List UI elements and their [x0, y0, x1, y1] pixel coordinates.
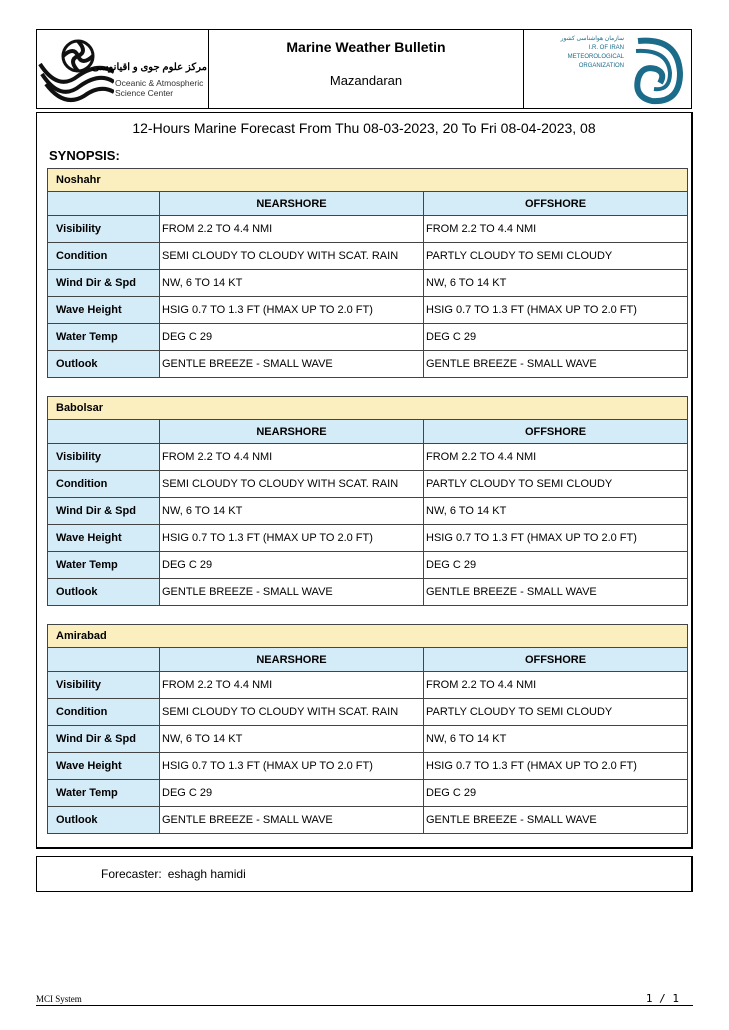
irimo-logo: [524, 30, 691, 108]
forecast-panel: [36, 112, 693, 849]
offshore-header: OFFSHORE: [424, 648, 688, 672]
row-label: Condition: [48, 243, 160, 270]
table-row: [48, 807, 688, 834]
forecaster-line: [101, 867, 246, 881]
row-label: Condition: [48, 699, 160, 726]
offshore-value: GENTLE BREEZE - SMALL WAVE: [424, 807, 688, 834]
nearshore-value: NW, 6 TO 14 KT: [160, 498, 424, 525]
offshore-value: NW, 6 TO 14 KT: [424, 726, 688, 753]
row-label: Wind Dir & Spd: [48, 270, 160, 297]
irimo-text-fa: سازمان هواشناسی کشور: [560, 36, 624, 42]
offshore-value: PARTLY CLOUDY TO SEMI CLOUDY: [424, 699, 688, 726]
nearshore-header: NEARSHORE: [160, 192, 424, 216]
forecast-title: 12-Hours Marine Forecast From Thu 08-03-2023, 20 To Fri 08-04-2023, 08: [132, 120, 596, 136]
offshore-value: DEG C 29: [424, 780, 688, 807]
table-row: [48, 672, 688, 699]
station-name: Noshahr: [48, 169, 688, 192]
empty-header: [48, 648, 160, 672]
table-row: [48, 216, 688, 243]
nearshore-value: GENTLE BREEZE - SMALL WAVE: [160, 579, 424, 606]
offshore-value: PARTLY CLOUDY TO SEMI CLOUDY: [424, 471, 688, 498]
station-table-babolsar: [47, 396, 688, 606]
header-title-cell: [209, 30, 524, 108]
forecaster-box: [36, 856, 693, 892]
nearshore-value: DEG C 29: [160, 552, 424, 579]
table-row: [48, 471, 688, 498]
nearshore-value: GENTLE BREEZE - SMALL WAVE: [160, 351, 424, 378]
table-row: [48, 270, 688, 297]
station-name: Babolsar: [48, 397, 688, 420]
nearshore-value: SEMI CLOUDY TO CLOUDY WITH SCAT. RAIN: [160, 471, 424, 498]
station-table-amirabad: [47, 624, 688, 834]
row-label: Condition: [48, 471, 160, 498]
offshore-value: FROM 2.2 TO 4.4 NMI: [424, 444, 688, 471]
nearshore-value: HSIG 0.7 TO 1.3 FT (HMAX UP TO 2.0 FT): [160, 297, 424, 324]
nearshore-value: HSIG 0.7 TO 1.3 FT (HMAX UP TO 2.0 FT): [160, 525, 424, 552]
nearshore-value: FROM 2.2 TO 4.4 NMI: [160, 672, 424, 699]
row-label: Water Temp: [48, 780, 160, 807]
nearshore-value: FROM 2.2 TO 4.4 NMI: [160, 444, 424, 471]
row-label: Wave Height: [48, 753, 160, 780]
bulletin-title: Marine Weather Bulletin: [286, 39, 446, 55]
oasc-logo-text: [91, 60, 207, 98]
nearshore-header: NEARSHORE: [160, 648, 424, 672]
empty-header: [48, 192, 160, 216]
row-label: Wave Height: [48, 525, 160, 552]
offshore-value: HSIG 0.7 TO 1.3 FT (HMAX UP TO 2.0 FT): [424, 753, 688, 780]
row-label: Visibility: [48, 444, 160, 471]
oasc-logo: [37, 30, 209, 108]
oasc-logo-text-en-1: Oceanic & Atmospheric: [115, 78, 204, 88]
row-label: Outlook: [48, 351, 160, 378]
bulletin-header: [36, 29, 692, 109]
table-row: [48, 324, 688, 351]
table-row: [48, 699, 688, 726]
row-label: Outlook: [48, 579, 160, 606]
offshore-value: NW, 6 TO 14 KT: [424, 498, 688, 525]
nearshore-value: FROM 2.2 TO 4.4 NMI: [160, 216, 424, 243]
synopsis-label: SYNOPSIS:: [49, 148, 120, 163]
row-label: Wind Dir & Spd: [48, 498, 160, 525]
offshore-value: FROM 2.2 TO 4.4 NMI: [424, 216, 688, 243]
offshore-header: OFFSHORE: [424, 420, 688, 444]
offshore-value: GENTLE BREEZE - SMALL WAVE: [424, 579, 688, 606]
row-label: Visibility: [48, 216, 160, 243]
row-label: Visibility: [48, 672, 160, 699]
table-row: [48, 243, 688, 270]
offshore-value: GENTLE BREEZE - SMALL WAVE: [424, 351, 688, 378]
nearshore-value: DEG C 29: [160, 780, 424, 807]
page-footer: [36, 994, 693, 1006]
forecaster-name: eshagh hamidi: [167, 867, 246, 881]
offshore-value: FROM 2.2 TO 4.4 NMI: [424, 672, 688, 699]
nearshore-value: NW, 6 TO 14 KT: [160, 726, 424, 753]
oasc-logo-text-fa: مرکز علوم جوی و اقیانوسی: [91, 62, 207, 73]
nearshore-value: SEMI CLOUDY TO CLOUDY WITH SCAT. RAIN: [160, 699, 424, 726]
oasc-logo-text-en: [115, 78, 207, 98]
offshore-value: PARTLY CLOUDY TO SEMI CLOUDY: [424, 243, 688, 270]
irimo-text-3: ORGANIZATION: [578, 63, 624, 69]
oasc-logo-text-en-2: Science Center: [115, 88, 174, 98]
system-name: MCI System: [36, 994, 82, 1004]
row-label: Water Temp: [48, 324, 160, 351]
offshore-value: NW, 6 TO 14 KT: [424, 270, 688, 297]
table-row: [48, 498, 688, 525]
table-row: [48, 726, 688, 753]
table-row: [48, 351, 688, 378]
row-label: Wave Height: [48, 297, 160, 324]
table-row: [48, 780, 688, 807]
region-name: Mazandaran: [329, 73, 403, 88]
offshore-header: OFFSHORE: [424, 192, 688, 216]
empty-header: [48, 420, 160, 444]
page-number: 1 / 1: [645, 992, 679, 1005]
irimo-spiral-icon: [628, 35, 686, 105]
table-row: [48, 444, 688, 471]
nearshore-value: GENTLE BREEZE - SMALL WAVE: [160, 807, 424, 834]
irimo-text-1: I.R. OF IRAN: [588, 45, 624, 51]
station-name: Amirabad: [48, 625, 688, 648]
table-row: [48, 297, 688, 324]
offshore-value: HSIG 0.7 TO 1.3 FT (HMAX UP TO 2.0 FT): [424, 297, 688, 324]
forecaster-label: Forecaster:: [101, 867, 162, 881]
offshore-value: DEG C 29: [424, 552, 688, 579]
row-label: Wind Dir & Spd: [48, 726, 160, 753]
nearshore-value: DEG C 29: [160, 324, 424, 351]
nearshore-header: NEARSHORE: [160, 420, 424, 444]
row-label: Water Temp: [48, 552, 160, 579]
offshore-value: DEG C 29: [424, 324, 688, 351]
irimo-text-2: METEOROLOGICAL: [567, 54, 624, 60]
table-row: [48, 753, 688, 780]
table-row: [48, 579, 688, 606]
table-row: [48, 525, 688, 552]
station-table-noshahr: [47, 168, 688, 378]
offshore-value: HSIG 0.7 TO 1.3 FT (HMAX UP TO 2.0 FT): [424, 525, 688, 552]
row-label: Outlook: [48, 807, 160, 834]
nearshore-value: HSIG 0.7 TO 1.3 FT (HMAX UP TO 2.0 FT): [160, 753, 424, 780]
table-row: [48, 552, 688, 579]
nearshore-value: NW, 6 TO 14 KT: [160, 270, 424, 297]
nearshore-value: SEMI CLOUDY TO CLOUDY WITH SCAT. RAIN: [160, 243, 424, 270]
irimo-logo-text: [550, 35, 624, 71]
